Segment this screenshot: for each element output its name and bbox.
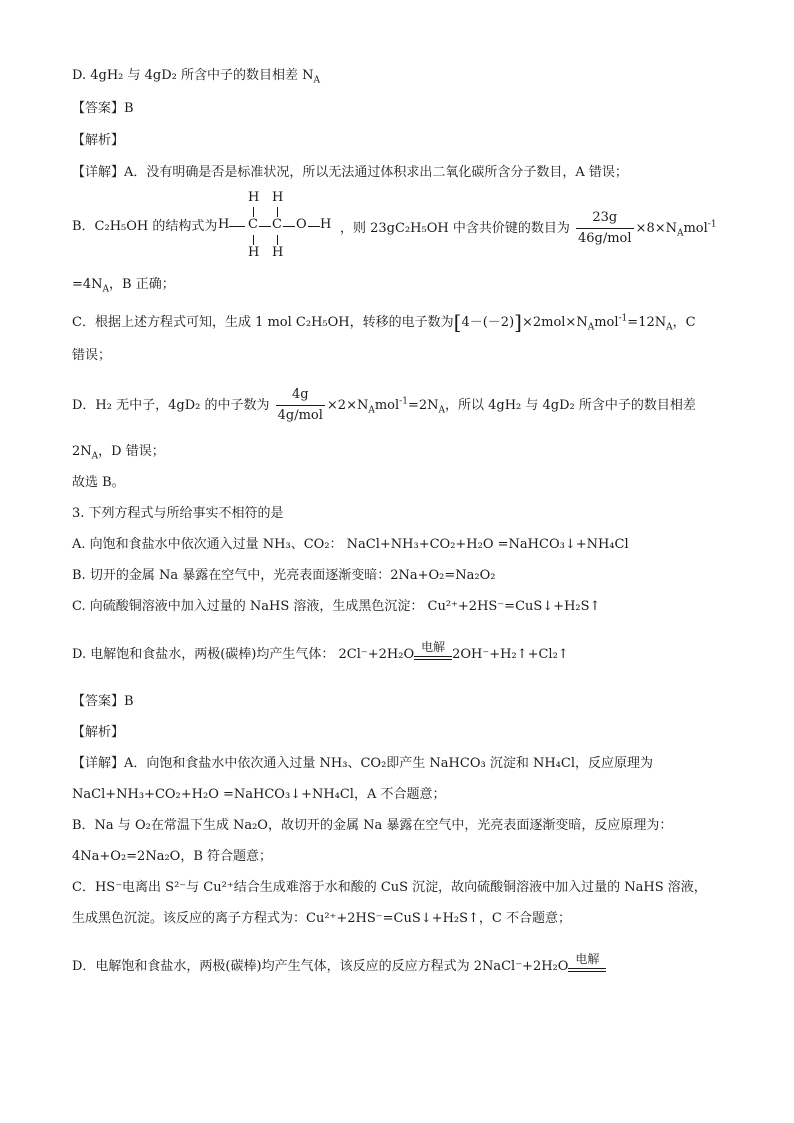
conclusion-1: 故选 B。 <box>72 475 125 490</box>
question-3-option-c: C. 向硫酸铜溶液中加入过量的 NaHS 溶液，生成黑色沉淀： Cu²⁺+2HS⁻=CuS↓+H₂S↑ <box>72 599 601 614</box>
fraction-4g-4gmol: $\frac{4g}{\text{4g/mol}}$ <box>277 387 323 423</box>
bond <box>253 235 254 245</box>
electrolysis-condition: 电解 <box>414 654 452 660</box>
detail-2-b1: B．Na 与 O₂在常温下生成 Na₂O，故切开的金属 Na 暴露在空气中，光亮表面逐渐变暗，反应原理为： <box>72 818 673 833</box>
detail-2-d: D．电解饱和食盐水，两极(碳棒)均产生气体，该反应的反应方程式为 2NaCl⁻+2H₂O 电解 <box>72 958 606 976</box>
ethanol-structural-formula: H H H C C O H H H <box>218 190 332 260</box>
detail-1-b-middle: ，则 23gC₂H₅OH 中含共价键的数目为 $\frac{23g}{\text{46g/mol}}$ $\times 8\times N_Amol^{-1}$ <box>340 210 717 246</box>
bond <box>308 226 320 227</box>
detail-1-c: C．根据上述方程式可知，生成 1 mol C₂H₅OH，转移的电子数为$[4-(-2)]\times 2mol\times N_Amol^{-1}=12N_A$，C <box>72 310 696 334</box>
question-3-option-b: B. 切开的金属 Na 暴露在空气中，光亮表面逐渐变暗：2Na+O₂=Na₂O₂ <box>72 568 496 583</box>
bond <box>283 226 295 227</box>
answer-2: 【答案】B <box>72 694 134 709</box>
bond <box>277 235 278 245</box>
bond <box>277 207 278 217</box>
analysis-2-label: 【解析】 <box>72 725 125 740</box>
option-d-previous: D. 4gH₂ 与 4gD₂ 所含中子的数目相差 $N_A$ <box>72 68 320 86</box>
detail-2-c2: 生成黑色沉淀。该反应的离子方程式为：Cu²⁺+2HS⁻=CuS↓+H₂S↑，C 不合题意； <box>72 911 571 926</box>
bond <box>259 226 271 227</box>
detail-2-a2: NaCl+NH₃+CO₂+H₂O =NaHCO₃↓+NH₄Cl，A 不合题意； <box>72 787 446 802</box>
detail-2-c1: C．HS⁻电离出 S²⁻与 Cu²⁺结合生成难溶于水和酸的 CuS 沉淀，故向硫酸铜溶液中加入过量的 NaHS 溶液， <box>72 880 707 895</box>
detail-2-a1: 【详解】A．向饱和食盐水中依次通入过量 NH₃、CO₂即产生 NaHCO₃ 沉淀和 NH₄Cl，反应原理为 <box>72 756 653 771</box>
detail-1-a: 【详解】A．没有明确是否是标准状况，所以无法通过体积求出二氧化碳所含分子数目，A 错误； <box>72 165 628 180</box>
analysis-1-label: 【解析】 <box>72 133 125 148</box>
question-3-stem: 3. 下列方程式与所给事实不相符的是 <box>72 506 284 521</box>
question-3-option-d: D. 电解饱和食盐水，两极(碳棒)均产生气体： 2Cl⁻+2H₂O 电解 2OH⁻+H₂↑+Cl₂↑ <box>72 640 569 662</box>
detail-1-d-line2: $2N_A$，D 错误； <box>72 444 165 462</box>
detail-1-b-line2: $=4N_A$，B 正确； <box>72 277 175 295</box>
detail-2-b2: 4Na+O₂=2Na₂O，B 符合题意； <box>72 849 273 864</box>
bond <box>229 226 245 227</box>
detail-1-c-line2: 错误； <box>72 348 112 363</box>
detail-1-b-prefix: B．C₂H₅OH 的结构式为 <box>72 219 218 234</box>
question-3-option-a: A. 向饱和食盐水中依次通入过量 NH₃、CO₂： NaCl+NH₃+CO₂+H₂O =NaHCO₃↓+NH₄Cl <box>72 537 629 552</box>
fraction-23g-46gmol: $\frac{23g}{\text{46g/mol}}$ <box>577 210 632 246</box>
detail-1-d: D．H₂ 无中子，4gD₂ 的中子数为 $\frac{4g}{\text{4g/mol}}$ $\times 2\times N_Amol^{-1}=2N_A$，所以 4gH₂ 与 4gD₂ 所含中子的数目相差 <box>72 387 696 423</box>
electrolysis-condition: 电解 <box>568 966 606 972</box>
answer-1: 【答案】B <box>72 101 134 116</box>
bond <box>253 207 254 217</box>
